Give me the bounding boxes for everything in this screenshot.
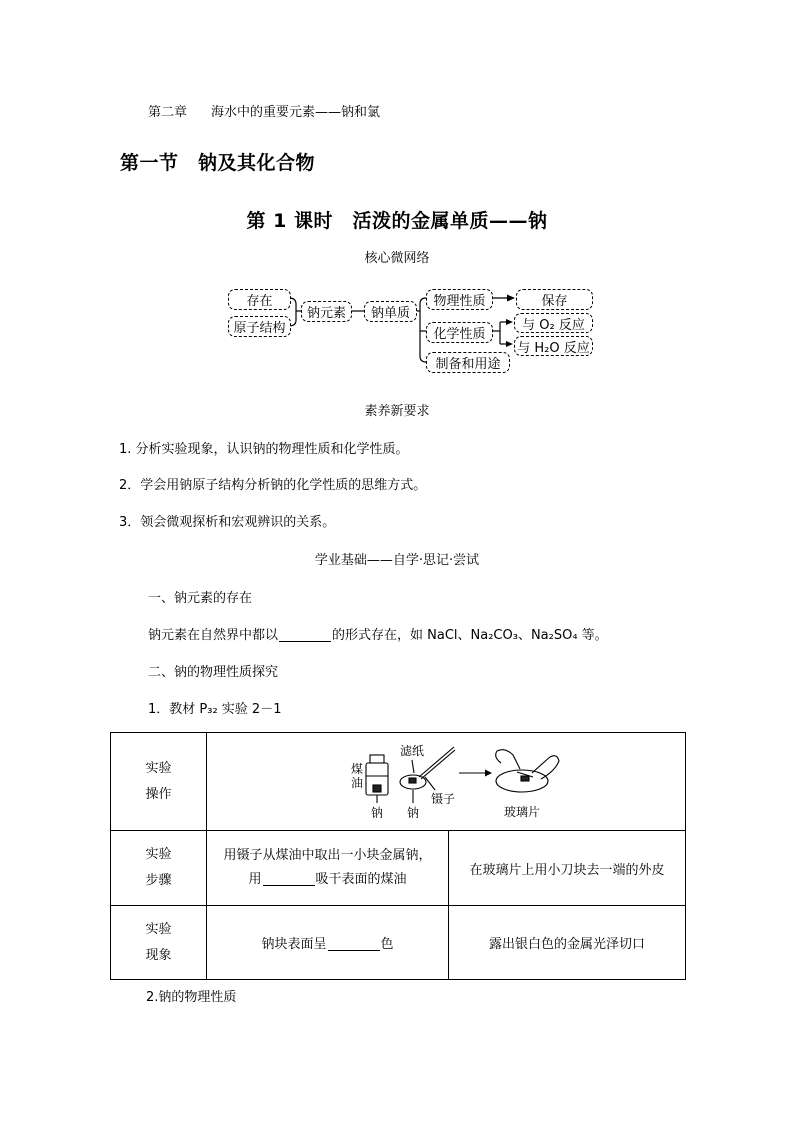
- label-sodium-bottle: 钠: [371, 806, 384, 820]
- answer-blank-3[interactable]: [328, 936, 380, 951]
- node-cunzai: 存在: [228, 289, 291, 310]
- part1-text: [148, 624, 608, 643]
- table-row: [111, 906, 686, 980]
- label-sodium-paper: 钠: [407, 806, 420, 820]
- concept-map-connectors: [0, 0, 794, 400]
- phenomenon-left-cell: 钠块表面呈 色: [207, 906, 449, 980]
- node-danzhi: 钠单质: [364, 301, 417, 322]
- lesson-title: 第 1 课时 活泼的金属单质——钠: [246, 210, 548, 232]
- node-wuli-xingzhi: 物理性质: [426, 289, 493, 310]
- step-left-cell: 用镊子从煤油中取出一小块金属钠， 用 吸干表面的煤油: [207, 831, 449, 906]
- node-zhibei-yongtu: 制备和用途: [426, 352, 510, 373]
- chapter-label: 第二章: [148, 105, 188, 120]
- step-right-cell: 在玻璃片上用小刀块去一端的外皮: [449, 831, 686, 906]
- table-row: [111, 733, 686, 831]
- section-title: 第一节 钠及其化合物: [120, 152, 316, 174]
- experiment-table: [110, 732, 686, 980]
- row-header-operation: 实验 操作: [111, 733, 207, 831]
- node-huaxue-xingzhi: 化学性质: [426, 322, 493, 343]
- answer-blank-2[interactable]: [263, 871, 315, 886]
- experiment-illustration: [207, 733, 686, 830]
- footer-item: 2.钠的物理性质: [146, 990, 237, 1005]
- phenomenon-right-cell: 露出银白色的金属光泽切口: [449, 906, 686, 980]
- label-kerosene-2: 油: [351, 776, 364, 790]
- part2-title: 二、钠的物理性质探究: [148, 665, 279, 680]
- chapter-title: 海水中的重要元素——钠和氯: [211, 105, 381, 120]
- label-tweezers: 镊子: [431, 792, 456, 806]
- answer-blank-1[interactable]: [279, 627, 331, 642]
- part1-text-b: 的形式存在，如 NaCl、Na₂CO₃、Na₂SO₄ 等。: [332, 628, 608, 643]
- row-header-phenomenon: 实验 现象: [111, 906, 207, 980]
- requirement-3: 3．领会微观探析和宏观辨识的关系。: [119, 515, 336, 530]
- part1-text-a: 钠元素在自然界中都以: [148, 628, 279, 643]
- node-baocun: 保存: [516, 289, 593, 310]
- label-kerosene-1: 煤: [351, 762, 364, 776]
- part1-title: 一、钠元素的存在: [148, 591, 253, 606]
- row-header-steps: 实验 步骤: [111, 831, 207, 906]
- requirements-heading: 素养新要求: [364, 404, 430, 419]
- requirement-1: 1. 分析实验现象，认识钠的物理性质和化学性质。: [119, 442, 409, 457]
- node-yu-h2o: 与 H₂O 反应: [514, 336, 593, 356]
- node-yuansu: 钠元素: [301, 301, 352, 322]
- requirement-2: 2．学会用钠原子结构分析钠的化学性质的思维方式。: [119, 478, 427, 493]
- network-heading: 核心微网络: [364, 251, 430, 266]
- node-yu-o2: 与 O₂ 反应: [514, 313, 593, 333]
- item1-label: 1．教材 P₃₂ 实验 2－1: [148, 702, 282, 717]
- node-yuanzi-jiegou: 原子结构: [228, 316, 291, 337]
- table-row: [111, 831, 686, 906]
- label-filter-paper: 滤纸: [400, 744, 425, 758]
- operation-illustration-cell: [207, 733, 686, 831]
- label-glass-plate: 玻璃片: [504, 805, 541, 819]
- foundation-heading: 学业基础——自学·思记·尝试: [314, 553, 480, 568]
